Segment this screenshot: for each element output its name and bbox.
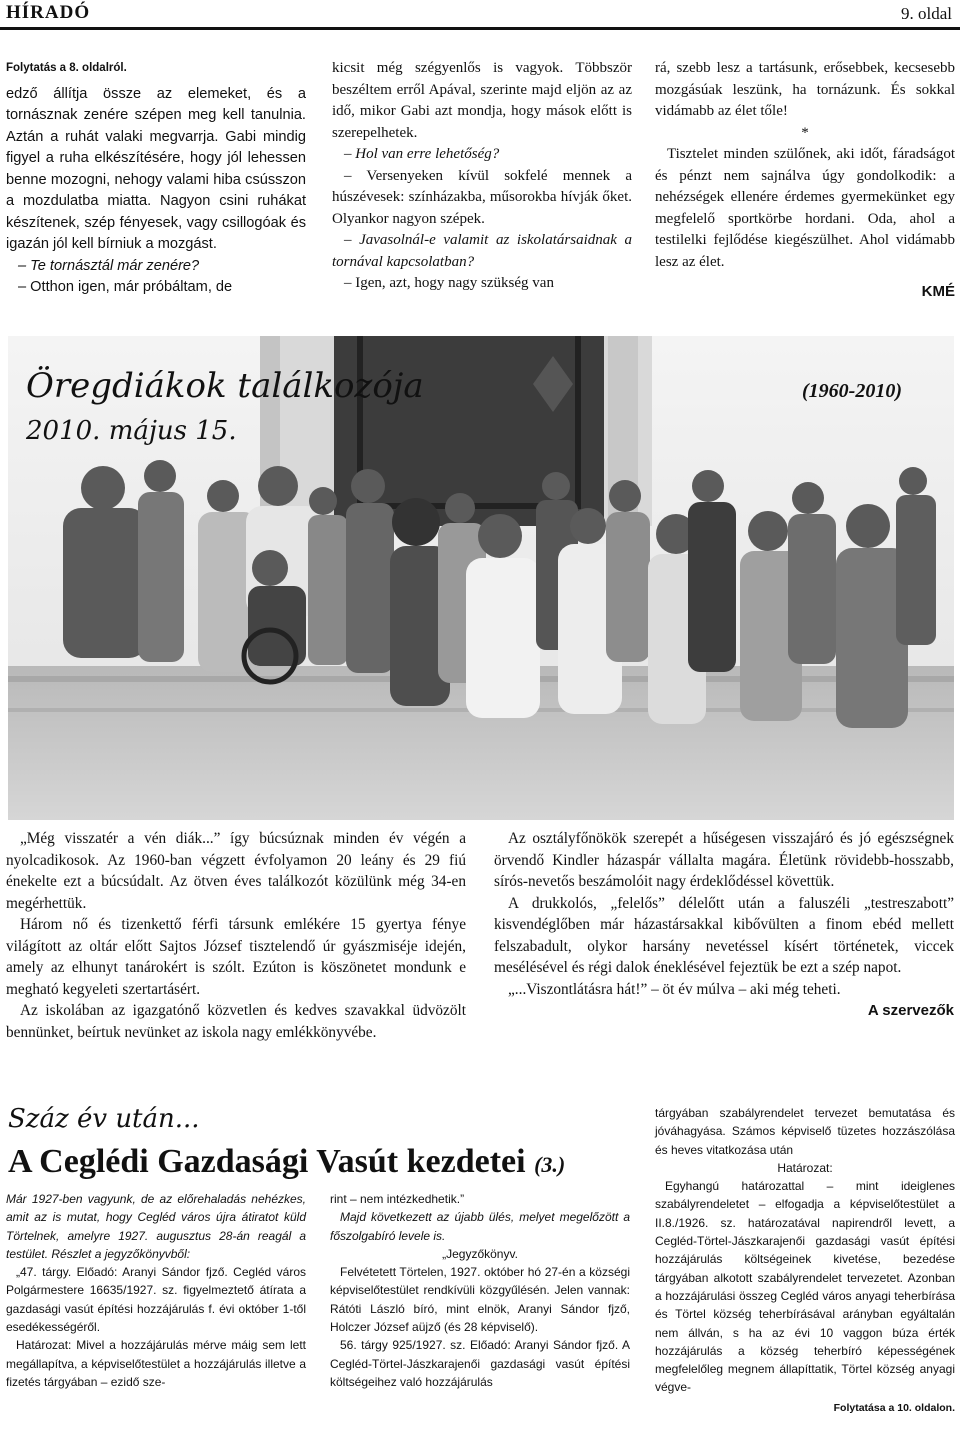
answer: – Otthon igen, már próbáltam, de	[18, 279, 233, 295]
author-signature: A szervezők	[867, 1002, 954, 1019]
reunion-left-column	[6, 828, 466, 1043]
answer: kicsit még szégyenlős is vagyok. Többször beszéltem erről Apával, szerinte majd eljön az az idő, mikor Gabi azt mondja, hogy mások előtt is szerepelhetek.	[332, 60, 632, 141]
question: – Te tornásztál már zenére?	[18, 257, 200, 274]
lead-paragraph: Már 1927-ben vagyunk, de az előrehaladás nehézkes, amit az is mutat, hogy Cegléd város újra átiratot küld Törtelnek, amelyre 1927. augusztus 28-án reagál a testület. Részlet a jegyzőkönyvből:	[6, 1192, 306, 1261]
article-title-text: A Ceglédi Gazdasági Vasút kezdetei	[8, 1143, 526, 1180]
group-photo	[8, 336, 954, 820]
paragraph: Majd következett az újabb ülés, melyet megelőzött a főszolgabíró levele is.	[330, 1210, 630, 1243]
paragraph: edző állítja össze az elemeket, és a tornásznak zenére szépen meg kell tanulnia. Aztán a ruhát valaki megvarrja. Gabi mindig figyel a ruha elkészítésére, hogy jól lehessen benne mozogni, nehogy valami hiba csússzon a mozdulatba miatta. Nagyon csini ruhákat készítenek, szép fényesek, vagy csillogóak és igazán jól kell bírniuk a mozgást.	[6, 85, 306, 252]
railway-column-1	[6, 1190, 306, 1391]
photo-title: Öregdiákok találkozója	[26, 366, 424, 406]
article-part: (3.)	[534, 1152, 566, 1177]
paragraph: Három nő és tizenkettő férfi társunk emlékére 15 gyertya fénye világított az oltár előtt Sajtos József tisztelendő úr gyászmiséje idején, amely az elhunyt tanárokért is szólt. Ezúton is köszönetet mondunk e megható kegyeleti szertartásért.	[6, 916, 466, 998]
answer: rá, szebb lesz a tartásunk, erősebbek, kecsesebb mozgásúak leszünk, ha tornázunk. És sokkal vidámabb az élet tőle!	[655, 60, 955, 119]
article-kicker: Száz év után...	[8, 1104, 200, 1134]
paragraph: „47. tárgy. Előadó: Aranyi Sándor fjző. Cegléd város Polgármestere 16635/1927. sz. figyelmeztető átírata a gazdasági vasút építési hozzájárulás f. évi október 1-től esedékességéről.	[6, 1265, 306, 1335]
reunion-right-column	[494, 828, 954, 1022]
top-column-2	[332, 58, 632, 295]
paragraph: „Jegyzőkönyv.	[442, 1246, 518, 1261]
paragraph: „...Viszontlátásra hát!” – öt év múlva – aki még teheti.	[508, 980, 841, 998]
page-number: 9. oldal	[901, 4, 952, 23]
resolution-heading: Határozat:	[777, 1160, 833, 1175]
railway-column-3	[655, 1104, 955, 1417]
paragraph: Az iskolában az igazgatónő közvetlen és kedves szavakkal üdvözölt bennünket, beírtuk nevünket az iskola nagy emlékkönyvébe.	[6, 1002, 466, 1041]
paragraph: Az osztályfőnökök szerepét a hűségesen visszajáró és jó egészségnek örvendő Kindler házaspár vállalta magára. Életünk rövidebb-hosszabb, sírós-nevetős beszámolóit nagy érdeklődéssel követtük.	[494, 830, 954, 890]
header-rule	[0, 27, 960, 30]
answer: – Versenyeken kívül sokfelé mennek a húszévesek: színházakba, műsorokba hívják őket. Olyankor nagyon szépek.	[332, 167, 632, 227]
answer: – Igen, azt, hogy nagy szükség van	[344, 275, 554, 291]
continued-from: Folytatás a 8. oldalról.	[6, 62, 127, 74]
paragraph: „Még visszatér a vén diák...” így búcsúznak minden év végén a nyolcadikosok. Az 1960-ban végzett évfolyamon 20 leány és 29 fiú énekelte ezt a búcsúdalt. Az ötven éves találkozót közülünk még 34-en megérhettük.	[6, 830, 466, 912]
article-title	[8, 1143, 565, 1181]
question: – Javasolnál-e valamit az iskolatársaidnak a tornával kapcsolatban?	[332, 232, 632, 270]
question: – Hol van erre lehetőség?	[344, 146, 500, 162]
photo-date: 2010. május 15.	[26, 416, 237, 446]
paragraph: A drukkolós, „felelős” délelőtt után a faluszéli „testreszabott” kisvendéglőben már házastársakkal kibővülten a finom ebéd mellett felszabadult, olykor harsány nevetéssel kísért történetek, viccek mesélésével és régi dalok éneklésével fejeztük be ezt a szép napot.	[494, 894, 954, 976]
photo-illustration	[8, 336, 954, 820]
page-header	[0, 0, 960, 28]
paragraph: rint – nem intézkedhetik.”	[330, 1192, 465, 1206]
section-separator: *	[801, 124, 809, 141]
paragraph: Határozat: Mivel a hozzájárulás mérve máig sem lett megállapítva, a képviselőtestület a hozzájárulás illetve a fizetés tárgyában – ezidő sze-	[6, 1338, 306, 1389]
top-column-3	[655, 58, 955, 303]
top-column-1	[6, 58, 306, 299]
paragraph: Felvétetett Törtelen, 1927. október hó 27-én a községi képviselőtestület rendkívüli közgyűlésén. Jelen vannak: Rátóti László bíró, mint elnök, Aranyi Sándor fjző, Holczer József aüjző (és 28 képviselő).	[330, 1265, 630, 1335]
section-title: HÍRADÓ	[6, 2, 91, 23]
railway-column-2	[330, 1190, 630, 1391]
paragraph: Egyhangú határozattal – mint ideiglenes szabályrendeletet – elfogadja a képviselőtestület a II.8./1926. sz. határozatával napirendről levett, a Cegléd-Törtel-Jászkarajenői gazdasági vasút építési hozzájárulás költségeinek kivetése, bezedése tárgyában alkotott szabályrendelet tervezetet. Azonban a hozzájárulási összeg Cegléd város anyagi teherbírása és Törtel község teherbírásával arányban egyáltalán nem állván, s ha az évi 10 vaggon búza érték hozzájárulás a község teherbíró képességének megfelelőleg megnem állapíttatik, Törtel község anyagi végve-	[655, 1179, 955, 1395]
photo-years: (1960-2010)	[802, 380, 902, 402]
paragraph: 56. tárgy 925/1927. sz. Előadó: Aranyi Sándor fjző. A Cegléd-Törtel-Jászkarajenői gazdasági vasút építési költségeihez való hozzájárulás	[330, 1338, 630, 1389]
paragraph: tárgyában szabályrendelet tervezet bemutatása és jóváhagyása. Számos képviselő tüzetes hozzászólása és heves vitatkozása után	[655, 1106, 955, 1157]
paragraph: Tisztelet minden szülőnek, aki időt, fáradságot és pénzt nem sajnálva úgy gondolkodik: a nehézségek ellenére érdemes gyermekünket egy megfelelő sportkörbe hordani. Oda, ahol a testilelki fejlődése kiegészülhet. Ahol vidámabb lesz az élet.	[655, 146, 955, 270]
author-signature: KMÉ	[921, 283, 955, 300]
continued-to: Folytatása a 10. oldalon.	[833, 1401, 955, 1414]
